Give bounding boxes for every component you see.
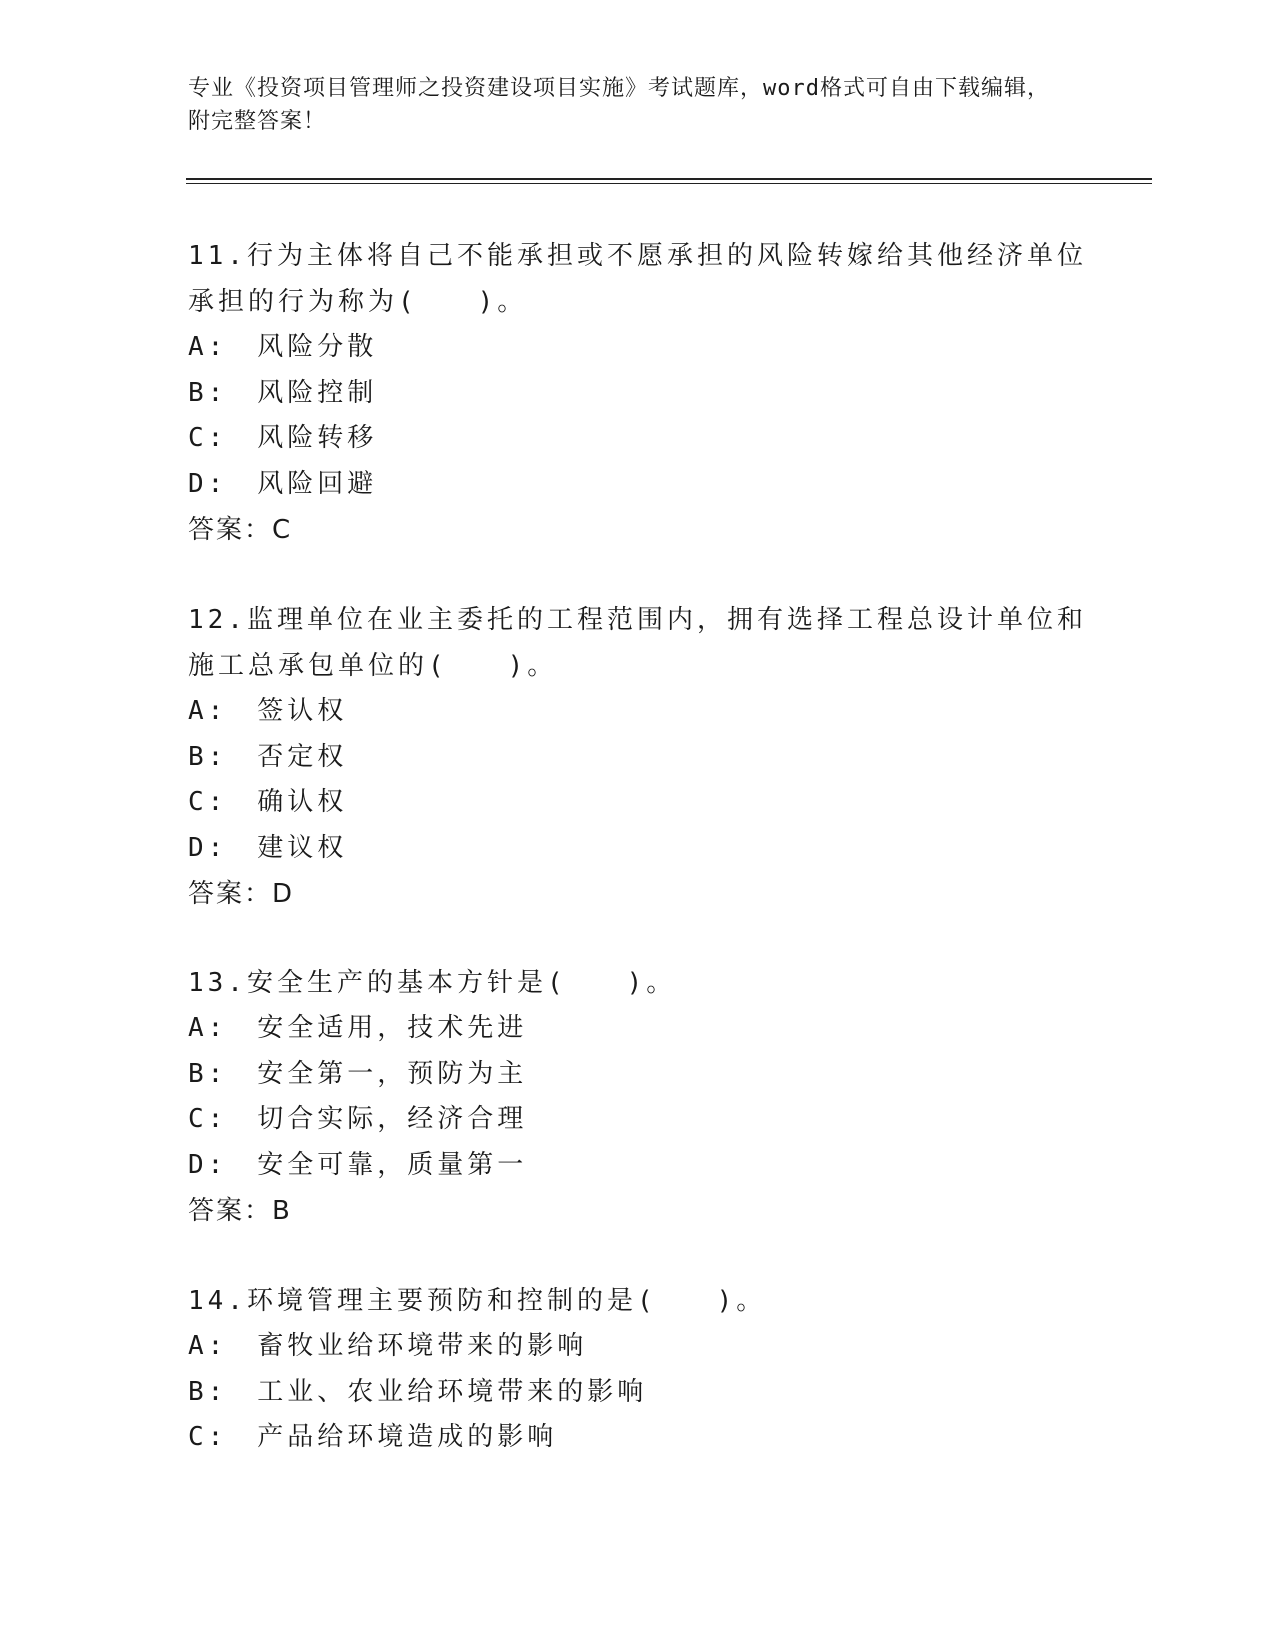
question-stem: 14.环境管理主要预防和控制的是( )。 <box>188 1286 767 1316</box>
option-b: B: 否定权 <box>188 741 348 772</box>
option-d: D: 风险回避 <box>188 468 378 499</box>
question-stem: 11.行为主体将自己不能承担或不愿承担的风险转嫁给其他经济单位承担的行为称为( )。 <box>188 241 1087 317</box>
option-a: A: 风险分散 <box>188 332 378 362</box>
option-b: B: 安全第一，预防为主 <box>188 1058 528 1089</box>
question-11 <box>188 233 1088 553</box>
question-13 <box>188 960 1088 1234</box>
question-14 <box>188 1278 1088 1461</box>
option-b: B: 风险控制 <box>188 377 378 408</box>
option-c: C: 产品给环境造成的影响 <box>188 1422 558 1452</box>
option-b: B: 工业、农业给环境带来的影响 <box>188 1376 648 1407</box>
answer-line: 答案：C <box>188 515 293 545</box>
option-c: C: 风险转移 <box>188 423 378 453</box>
option-a: A: 畜牧业给环境带来的影响 <box>188 1331 588 1361</box>
answer-line: 答案：D <box>188 879 295 909</box>
question-stem: 13.安全生产的基本方针是( )。 <box>188 968 677 998</box>
option-c: C: 切合实际，经济合理 <box>188 1104 528 1134</box>
question-stem: 12.监理单位在业主委托的工程范围内，拥有选择工程总设计单位和施工总承包单位的( )。 <box>188 605 1087 681</box>
option-d: D: 建议权 <box>188 832 348 863</box>
option-c: C: 确认权 <box>188 787 348 817</box>
option-d: D: 安全可靠，质量第一 <box>188 1149 528 1180</box>
document-header: 专业《投资项目管理师之投资建设项目实施》考试题库，word格式可自由下载编辑，附完整答案！ <box>188 76 1050 134</box>
answer-line: 答案：B <box>188 1196 292 1226</box>
header-divider-thin <box>186 183 1152 184</box>
question-12 <box>188 597 1088 917</box>
option-a: A: 安全适用，技术先进 <box>188 1013 528 1043</box>
option-a: A: 签认权 <box>188 696 348 726</box>
header-divider-thick <box>186 178 1152 180</box>
